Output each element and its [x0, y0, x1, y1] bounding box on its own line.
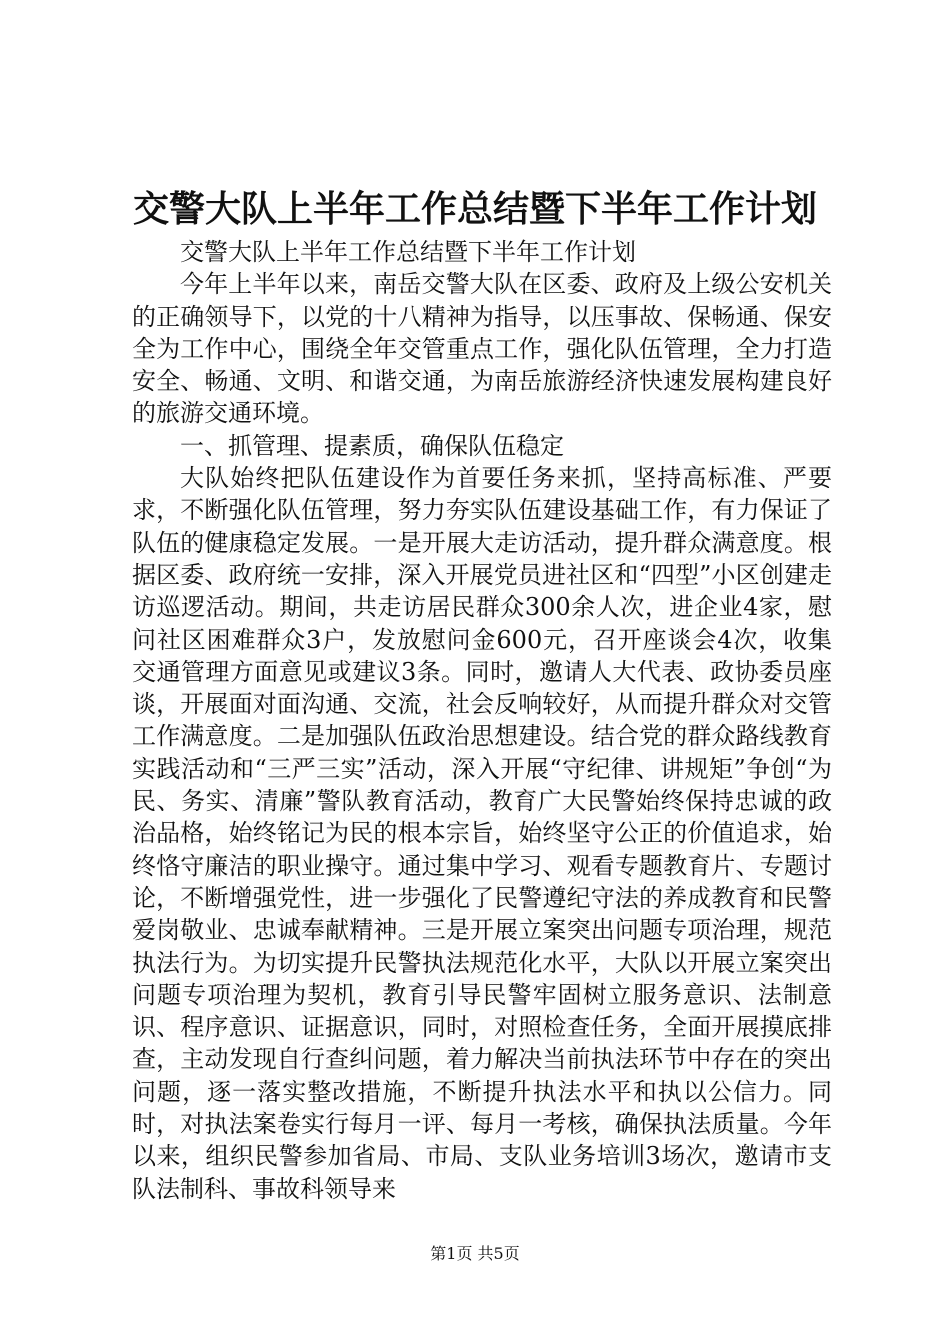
document-body — [132, 236, 832, 1205]
section-heading: 一、抓管理、提素质，确保队伍稳定 — [180, 431, 564, 460]
body-paragraph: 大队始终把队伍建设作为首要任务来抓，坚持高标准、严要求，不断强化队伍管理，努力夯实队伍建设基础工作，有力保证了队伍的健康稳定发展。一是开展大走访活动，提升群众满意度。根据区委、政府统一安排，深入开展党员进社区和“四型”小区创建走访巡逻活动。期间，共走访居民群众300余人次，进企业4家，慰问社区困难群众3户，发放慰问金600元，召开座谈会4次，收集交通管理方面意见或建议3条。同时，邀请人大代表、政协委员座谈，开展面对面沟通、交流，社会反响较好，从而提升群众对交管工作满意度。二是加强队伍政治思想建设。结合党的群众路线教育实践活动和“三严三实”活动，深入开展“守纪律、讲规矩”争创“为民、务实、清廉”警队教育活动，教育广大民警始终保持忠诚的政治品格，始终铭记为民的根本宗旨，始终坚守公正的价值追求，始终恪守廉洁的职业操守。通过集中学习、观看专题教育片、专题讨论，不断增强党性，进一步强化了民警遵纪守法的养成教育和民警爱岗敬业、忠诚奉献精神。三是开展立案突出问题专项治理，规范执法行为。为切实提升民警执法规范化水平，大队以开展立案突出问题专项治理为契机，教育引导民警牢固树立服务意识、法制意识、程序意识、证据意识，同时，对照检查任务，全面开展摸底排查，主动发现自行查纠问题，着力解决当前执法环节中存在的突出问题，逐一落实整改措施，不断提升执法水平和执以公信力。同时，对执法案卷实行每月一评、每月一考核，确保执法质量。今年以来，组织民警参加省局、市局、支队业务培训3场次，邀请市支队法制科、事故科领导来 — [132, 464, 832, 1203]
page-footer: 第1页 共5页 — [430, 1244, 520, 1263]
document-title: 交警大队上半年工作总结暨下半年工作计划 — [132, 189, 817, 230]
intro-paragraph: 今年上半年以来，南岳交警大队在区委、政府及上级公安机关的正确领导下，以党的十八精神为指导，以压事故、保畅通、保安全为工作中心，围绕全年交管重点工作，强化队伍管理，全力打造安全、畅通、文明、和谐交通，为南岳旅游经济快速发展构建良好的旅游交通环境。 — [132, 270, 832, 428]
subtitle-paragraph: 交警大队上半年工作总结暨下半年工作计划 — [180, 238, 636, 266]
